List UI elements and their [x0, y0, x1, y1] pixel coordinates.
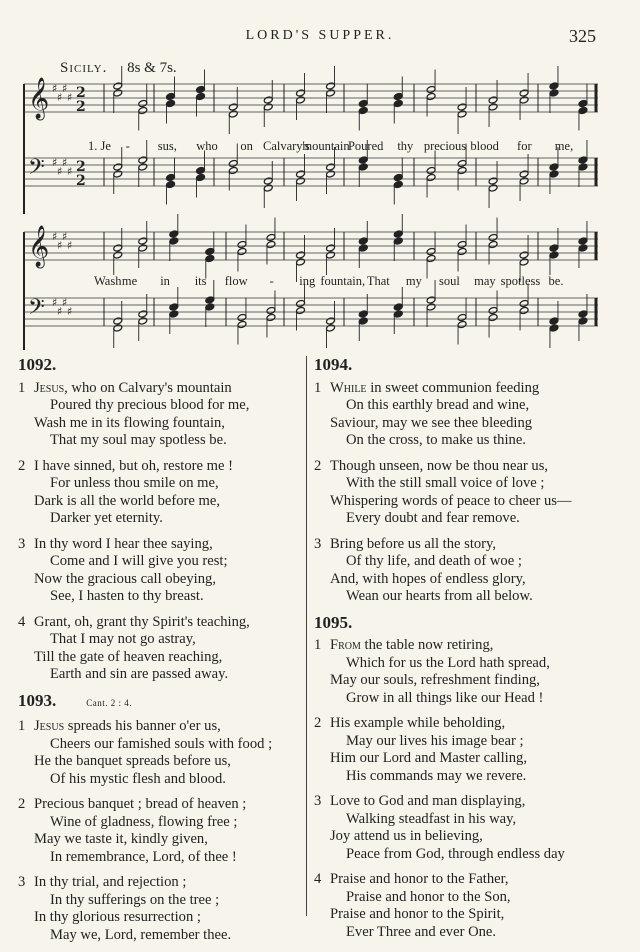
note-head: [488, 184, 498, 192]
note-head: [266, 306, 276, 314]
note-head: [166, 180, 176, 188]
sharp-icon: ♯: [52, 82, 58, 95]
note-head: [113, 163, 123, 171]
note-head: [138, 163, 148, 171]
lyric-syllable: on: [240, 139, 253, 153]
stanza: 2 Precious banquet ; bread of heaven ; Wine of gladness, flowing free ; May we taste it, kindly given, In remembrance, Lord, of thee !: [18, 796, 247, 865]
lyric-syllable: blood: [470, 139, 499, 153]
lyric-syllable: 1. Je: [88, 139, 111, 153]
note-head: [113, 82, 123, 90]
note-head: [393, 310, 403, 318]
note-head: [488, 177, 498, 185]
stanza: 3 Bring before us all the story, Of thy life, and death of woe ; And, with hopes of endless glory, Wean our hearts from all below.: [314, 535, 533, 604]
lyric-syllable: my: [405, 274, 422, 288]
time-signature: 2: [76, 159, 86, 175]
page-number: 325: [569, 26, 596, 46]
note-head: [326, 82, 336, 90]
note-head: [113, 244, 123, 252]
hymn-1095: [314, 614, 620, 942]
sharp-icon: ♯: [62, 82, 68, 95]
note-head: [519, 89, 529, 97]
lyric-syllable: fountain,: [320, 274, 366, 288]
note-head: [326, 324, 336, 332]
note-head: [266, 313, 276, 321]
sharp-icon: ♯: [62, 156, 68, 169]
note-head: [488, 306, 498, 314]
lyric-syllable: thy: [397, 139, 414, 153]
time-signature: 2: [76, 99, 86, 115]
note-head: [578, 237, 588, 245]
note-head: [296, 96, 306, 104]
note-head: [266, 233, 276, 241]
note-head: [488, 240, 498, 248]
right-column: [314, 356, 620, 949]
note-head: [228, 159, 238, 167]
note-head: [166, 92, 176, 100]
time-signature: 2: [76, 85, 86, 101]
note-head: [426, 247, 436, 255]
stanza: 3 In thy trial, and rejection ; In thy sufferings on the tree ; In thy glorious resurrection ; May we, Lord, remember thee.: [18, 874, 232, 943]
note-head: [326, 244, 336, 252]
bass-clef-icon: 𝄢: [28, 155, 45, 185]
note-head: [169, 310, 179, 318]
note-head: [578, 163, 588, 171]
lyric-syllable: me: [121, 274, 138, 288]
note-head: [166, 173, 176, 181]
note-head: [393, 237, 403, 245]
note-head: [426, 166, 436, 174]
lyric-syllable: Wash: [94, 274, 122, 288]
note-head: [519, 170, 529, 178]
note-head: [457, 240, 467, 248]
note-head: [263, 96, 273, 104]
note-head: [326, 163, 336, 171]
lyric-syllable: flow: [224, 274, 248, 288]
note-head: [138, 106, 148, 114]
note-head: [358, 237, 368, 245]
stanza: 4 Praise and honor to the Father, Praise and honor to the Son, Praise and honor to the Spirit, Ever Three and ever One.: [314, 871, 511, 940]
note-head: [549, 244, 559, 252]
note-head: [266, 240, 276, 248]
note-head: [519, 299, 529, 307]
note-head: [358, 163, 368, 171]
bass-clef-icon: 𝄢: [28, 295, 45, 325]
note-head: [457, 159, 467, 167]
time-signature: 2: [76, 173, 86, 189]
left-column: [18, 356, 300, 952]
tune-meter: 8s & 7s.: [127, 60, 177, 76]
note-head: [138, 237, 148, 245]
lyric-syllable: sus,: [157, 139, 177, 153]
note-head: [578, 99, 588, 107]
note-head: [138, 317, 148, 325]
sharp-icon: ♯: [52, 296, 58, 309]
note-head: [205, 296, 215, 304]
note-head: [457, 166, 467, 174]
note-head: [519, 177, 529, 185]
note-head: [166, 99, 176, 107]
note-head: [113, 317, 123, 325]
stanza: 2 I have sinned, but oh, restore me ! For unless thou smile on me, Dark is all the world before me, Darker yet eternity.: [18, 457, 233, 526]
note-head: [205, 254, 215, 262]
hymn-1094: [314, 356, 620, 606]
tune-name: Sicily.: [60, 60, 108, 76]
sharp-icon: ♯: [67, 305, 73, 318]
sharp-icon: ♯: [67, 91, 73, 104]
note-head: [205, 247, 215, 255]
note-head: [488, 103, 498, 111]
note-head: [393, 92, 403, 100]
note-head: [237, 313, 247, 321]
note-head: [237, 320, 247, 328]
scripture-reference: Cant. 2 : 4.: [86, 697, 132, 708]
note-head: [113, 251, 123, 259]
sharp-icon: ♯: [62, 230, 68, 243]
note-head: [549, 163, 559, 171]
sharp-icon: ♯: [67, 239, 73, 252]
note-head: [138, 244, 148, 252]
lyric-syllable: its: [194, 274, 207, 288]
note-head: [549, 317, 559, 325]
sharp-icon: ♯: [57, 239, 63, 252]
note-head: [393, 173, 403, 181]
sharp-icon: ♯: [67, 165, 73, 178]
stanza: 4 Grant, oh, grant thy Spirit's teaching, That I may not go astray, Till the gate of heaven reaching, Earth and sin are passed away.: [18, 613, 250, 682]
lyric-syllable: spotless: [500, 274, 541, 288]
note-head: [358, 99, 368, 107]
note-head: [296, 299, 306, 307]
stanza: 2 His example while beholding, May our lives his image bear ; Him our Lord and Master calling, His commands may we revere.: [314, 715, 527, 784]
note-head: [393, 230, 403, 238]
stanza: 3 Love to God and man displaying, Walking steadfast in his way, Joy attend us in believing, Peace from God, through endless day: [314, 793, 565, 862]
sharp-icon: ♯: [52, 156, 58, 169]
note-head: [138, 156, 148, 164]
hymn-number: 1093. Cant. 2 : 4.: [18, 690, 132, 710]
note-head: [549, 82, 559, 90]
stanza: 1 While in sweet communion feeding On this earthly bread and wine, Saviour, may we see thee bleeding On the cross, to make us thine.: [314, 379, 540, 448]
lyric-syllable: -: [125, 139, 130, 153]
lyric-syllable: ing: [299, 274, 316, 288]
note-head: [457, 110, 467, 118]
note-head: [205, 303, 215, 311]
hymn-1093: [18, 692, 300, 945]
note-head: [393, 303, 403, 311]
note-head: [138, 310, 148, 318]
note-head: [237, 247, 247, 255]
lyric-syllable: be.: [548, 274, 564, 288]
lyric-syllable: who: [196, 139, 218, 153]
note-head: [393, 99, 403, 107]
note-head: [358, 310, 368, 318]
note-head: [237, 240, 247, 248]
note-head: [457, 103, 467, 111]
note-head: [326, 89, 336, 97]
note-head: [296, 251, 306, 259]
lyric-syllable: That: [366, 274, 390, 288]
note-head: [169, 303, 179, 311]
note-head: [578, 317, 588, 325]
note-head: [488, 233, 498, 241]
note-head: [196, 173, 206, 181]
note-head: [549, 324, 559, 332]
sharp-icon: ♯: [57, 165, 63, 178]
note-head: [578, 156, 588, 164]
note-head: [196, 85, 206, 93]
note-head: [519, 258, 529, 266]
note-head: [196, 92, 206, 100]
note-head: [296, 258, 306, 266]
note-head: [549, 251, 559, 259]
treble-clef-icon: 𝄞: [28, 226, 50, 267]
note-head: [263, 184, 273, 192]
stanza: 3 In thy word I hear thee saying, Come and I will give you rest; Now the gracious call obeying, See, I hasten to thy breast.: [18, 535, 228, 604]
note-head: [426, 85, 436, 93]
running-title: LORD'S SUPPER.: [245, 28, 395, 43]
hymn-number: 1094.: [314, 355, 353, 374]
note-head: [326, 317, 336, 325]
note-head: [519, 306, 529, 314]
note-head: [457, 247, 467, 255]
note-head: [113, 89, 123, 97]
note-head: [326, 170, 336, 178]
sharp-icon: ♯: [57, 305, 63, 318]
note-head: [296, 170, 306, 178]
music-score: [0, 0, 640, 350]
note-head: [488, 313, 498, 321]
note-head: [263, 177, 273, 185]
note-head: [138, 99, 148, 107]
note-head: [228, 110, 238, 118]
lyric-syllable: -: [269, 274, 274, 288]
note-head: [457, 320, 467, 328]
treble-clef-icon: 𝄞: [28, 78, 50, 119]
sharp-icon: ♯: [62, 296, 68, 309]
note-head: [426, 254, 436, 262]
note-head: [358, 244, 368, 252]
stanza: 2 Though unseen, now be thou near us, With the still small voice of love ; Whispering words of peace to cheer us— Every doubt and fear remove.: [314, 457, 572, 526]
note-head: [358, 317, 368, 325]
lyric-syllable: Poured: [347, 139, 384, 153]
sharp-icon: ♯: [57, 91, 63, 104]
note-head: [113, 170, 123, 178]
note-head: [488, 96, 498, 104]
lyric-syllable: soul: [438, 274, 460, 288]
lyric-syllable: precious: [423, 139, 467, 153]
note-head: [426, 303, 436, 311]
lyric-syllable: Calvary's: [262, 139, 310, 153]
note-head: [426, 173, 436, 181]
note-head: [549, 170, 559, 178]
note-head: [326, 251, 336, 259]
note-head: [296, 306, 306, 314]
note-head: [113, 324, 123, 332]
lyric-syllable: for: [517, 139, 532, 153]
note-head: [263, 103, 273, 111]
note-head: [457, 313, 467, 321]
note-head: [228, 166, 238, 174]
lyric-syllable: in: [160, 274, 170, 288]
column-divider: [306, 356, 307, 916]
lyric-syllable: me,: [554, 139, 574, 153]
note-head: [578, 244, 588, 252]
note-head: [519, 96, 529, 104]
note-head: [358, 106, 368, 114]
note-head: [296, 89, 306, 97]
hymn-number: 1092.: [18, 355, 57, 374]
note-head: [578, 106, 588, 114]
lyric-syllable: may: [474, 274, 496, 288]
stanza: 1 Jesus, who on Calvary's mountain Poured thy precious blood for me, Wash me in its flowing fountain, That my soul may spotless be.: [18, 379, 250, 448]
stanza: 1 From the table now retiring, Which for us the Lord hath spread, May our souls, refreshment finding, Grow in all things like our Head !: [314, 637, 550, 706]
note-head: [228, 103, 238, 111]
note-head: [296, 177, 306, 185]
hymn-number: 1095.: [314, 612, 353, 632]
note-head: [519, 251, 529, 259]
note-head: [426, 92, 436, 100]
note-head: [549, 89, 559, 97]
note-head: [578, 310, 588, 318]
note-head: [169, 230, 179, 238]
note-head: [358, 156, 368, 164]
hymn-1092: [18, 356, 300, 684]
note-head: [426, 296, 436, 304]
note-head: [196, 166, 206, 174]
sharp-icon: ♯: [52, 230, 58, 243]
note-head: [393, 180, 403, 188]
stanza: 1 Jesus spreads his banner o'er us, Cheers our famished souls with food ; He the banquet spreads before us, Of his mystic flesh and blood.: [18, 718, 273, 787]
note-head: [169, 237, 179, 245]
lyric-syllable: mountain: [302, 139, 350, 153]
